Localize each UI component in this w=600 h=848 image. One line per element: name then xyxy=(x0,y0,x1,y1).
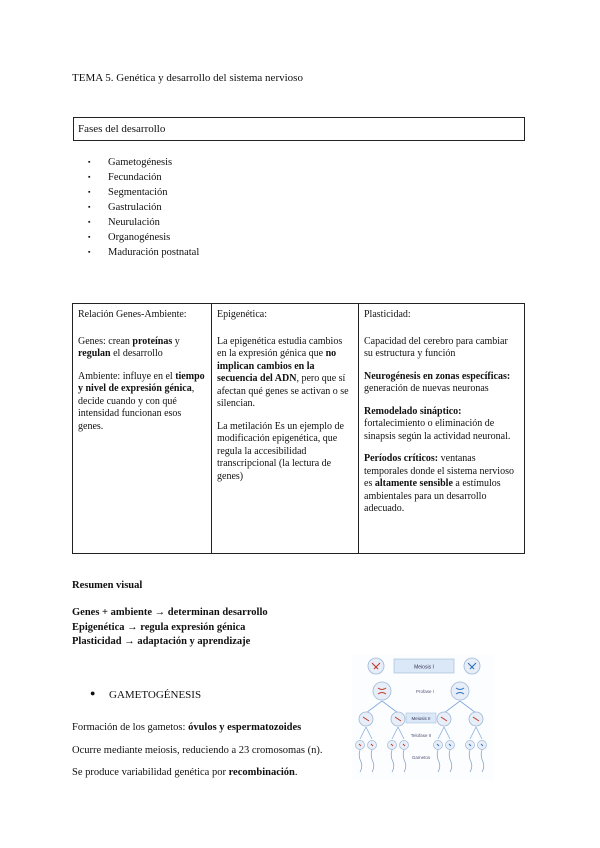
column-header: Relación Genes-Ambiente: xyxy=(78,309,187,320)
gametogenesis-title: GAMETOGÉNESIS xyxy=(109,689,202,701)
gametogenesis-line-2: Ocurre mediante meiosis, reduciendo a 23 cromosomas (n). xyxy=(72,744,323,756)
diagram-label-2: Profase I xyxy=(416,689,435,694)
gametogenesis-line-1: Formación de los gametos: óvulos y espermatozoides xyxy=(72,722,302,733)
bullet-icon: ▪ xyxy=(88,203,91,211)
summary-line: Genes + ambiente → determinan desarrollo xyxy=(72,607,268,618)
gametogenesis-line-3: Se produce variabilidad genética por recombinación. xyxy=(72,767,298,778)
bullet-icon: ▪ xyxy=(88,173,91,181)
phases-header-label: Fases del desarrollo xyxy=(78,123,166,135)
diagram-label-1: Meiosis I xyxy=(414,664,434,671)
table-column-genes-ambiente xyxy=(73,304,211,553)
phase-list-item xyxy=(88,185,199,200)
column-header: Plasticidad: xyxy=(364,309,411,320)
phase-label: Neurulación xyxy=(108,217,160,228)
metilacion-paragraph: La metilación Es un ejemplo de modificación epigenética, que regula la accesibilidad transcripcional (la lectura de genes) xyxy=(217,420,344,482)
cell-icon xyxy=(368,658,384,674)
phase-label: Gastrulación xyxy=(108,202,162,213)
phase-label: Segmentación xyxy=(108,187,168,198)
bullet-icon: ▪ xyxy=(88,233,91,241)
cell-icon xyxy=(373,682,391,700)
phase-label: Gametogénesis xyxy=(108,157,173,168)
diagram-label-5: Gametos xyxy=(411,755,431,760)
periodos-paragraph: Períodos críticos: ventanas temporales donde el sistema nervioso es altamente sensible a estímulos ambientales para un desarrollo adecuado. xyxy=(364,453,514,514)
phase-list-item xyxy=(88,200,199,215)
bullet-icon: ▪ xyxy=(88,248,91,256)
column-header: Epigenética: xyxy=(217,309,267,320)
summary-title: Resumen visual xyxy=(72,580,143,591)
gametogenesis-bullet-icon: ● xyxy=(90,688,96,698)
ambiente-paragraph: Ambiente: influye en el tiempo y nivel de expresión génica, decide cuando y con qué intensidad funcionan esos genes. xyxy=(78,370,205,432)
remodelado-paragraph: Remodelado sináptico: fortalecimiento o eliminación de sinapsis según la actividad neuronal. xyxy=(364,405,511,442)
summary-list xyxy=(72,606,268,650)
phases-header-box xyxy=(73,117,525,141)
phase-label: Organogénesis xyxy=(108,232,171,243)
diagram-label-3: Meiosis II xyxy=(411,716,431,721)
phase-list-item xyxy=(88,170,199,185)
phase-list-item xyxy=(88,215,199,230)
neurogenesis-paragraph: Neurogénesis en zonas específicas: generación de nuevas neuronas xyxy=(364,370,511,394)
topic-title: TEMA 5. Genética y desarrollo del sistema nervioso xyxy=(72,72,303,84)
phase-list-item xyxy=(88,245,199,260)
summary-line: Plasticidad → adaptación y aprendizaje xyxy=(72,636,251,647)
genes-paragraph: Genes: crean proteínas y regulan el desarrollo xyxy=(78,335,180,359)
cell-icon xyxy=(464,658,480,674)
cell-icon xyxy=(451,682,469,700)
meiosis-diagram xyxy=(352,655,494,780)
plasticidad-paragraph: Capacidad del cerebro para cambiar su estructura y función xyxy=(364,335,508,359)
bullet-icon: ▪ xyxy=(88,188,91,196)
table-column-epigenetica xyxy=(211,304,358,553)
bullet-icon: ▪ xyxy=(88,218,91,226)
diagram-label-4: Telofase II xyxy=(410,733,432,738)
concepts-table xyxy=(72,303,525,554)
phase-label: Maduración postnatal xyxy=(108,247,200,258)
phase-list xyxy=(88,155,199,260)
epigenetica-paragraph: La epigenética estudia cambios en la expresión génica que no implican cambios en la secuencia del ADN, pero que sí afectan qué genes se activan o se silencian. xyxy=(217,335,349,409)
phase-label: Fecundación xyxy=(108,172,162,183)
phase-list-item xyxy=(88,155,199,170)
phase-list-item xyxy=(88,230,199,245)
bullet-icon: ▪ xyxy=(88,158,91,166)
summary-line: Epigenética → regula expresión génica xyxy=(72,621,246,633)
gametogenesis-text xyxy=(72,717,322,785)
table-column-plasticidad xyxy=(358,304,524,553)
